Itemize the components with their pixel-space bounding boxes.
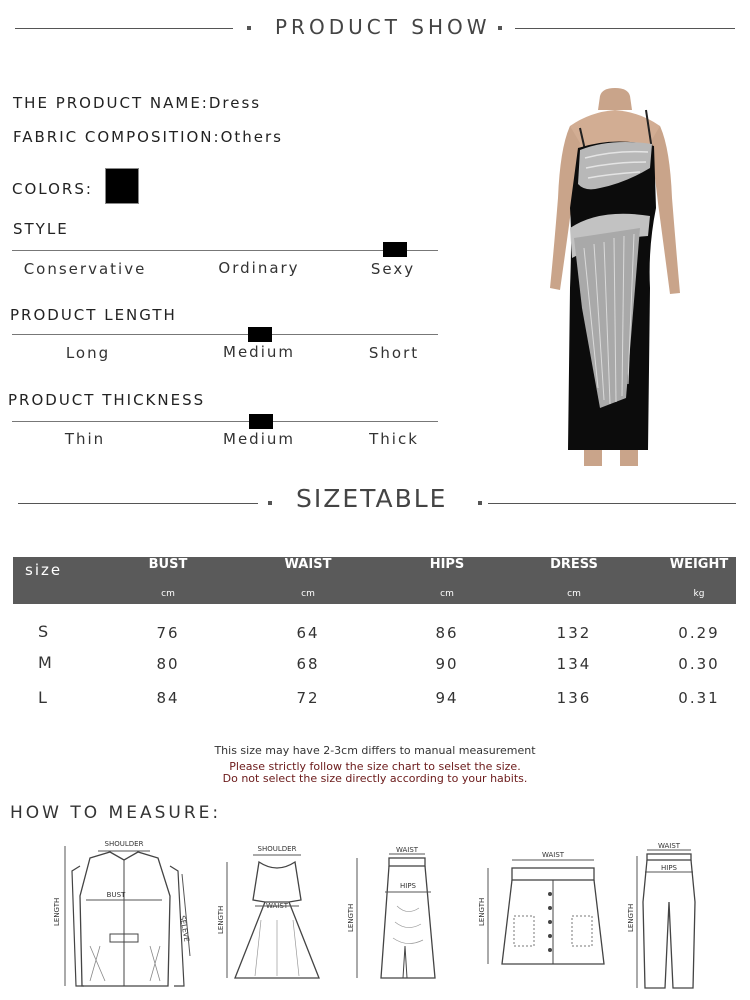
product-photo xyxy=(530,88,700,468)
length-option-short: Short xyxy=(368,344,420,362)
jacket-measure-figure xyxy=(50,836,200,992)
length-measure-label: LENGTH xyxy=(217,905,225,934)
style-option-ordinary: Ordinary xyxy=(218,259,300,277)
length-scale-line xyxy=(12,334,438,335)
col-header-hips: HIPS xyxy=(429,557,465,572)
denim-skirt-measure-figure xyxy=(470,846,620,976)
length-measure-label: LENGTH xyxy=(53,897,61,926)
table-cell: 94 xyxy=(435,689,459,707)
bust-measure-label: BUST xyxy=(106,891,126,899)
table-cell: 84 xyxy=(156,689,180,707)
hips-measure-label: HIPS xyxy=(400,882,416,890)
sizetable-dot-right xyxy=(478,501,482,505)
dress-measure-figure xyxy=(215,840,335,988)
sizetable-dot-left xyxy=(268,501,272,505)
length-option-medium: Medium xyxy=(223,343,295,361)
length-marker xyxy=(248,327,272,342)
shoulder-measure-label: SHOULDER xyxy=(104,840,144,848)
col-unit-waist: cm xyxy=(301,589,315,599)
length-measure-label: LENGTH xyxy=(627,903,635,932)
product-show-title: PRODUCT SHOW xyxy=(275,15,491,39)
colors-label: COLORS: xyxy=(12,180,93,198)
product-name: THE PRODUCT NAME:Dress xyxy=(13,94,262,112)
col-header-bust: BUST xyxy=(148,557,188,572)
shoulder-measure-label: SHOULDER xyxy=(257,845,297,853)
col-unit-dress: cm xyxy=(567,589,581,599)
header-line-right xyxy=(515,28,735,29)
table-cell: 0.31 xyxy=(678,689,720,707)
table-cell: 0.30 xyxy=(678,655,720,673)
table-cell: 132 xyxy=(556,624,592,642)
col-header-dress: DRESS xyxy=(550,557,598,572)
length-measure-label: LENGTH xyxy=(347,903,355,932)
table-row-size-s: S xyxy=(38,622,49,641)
waist-measure-label: WAIST xyxy=(265,902,289,910)
header-dot-left xyxy=(247,26,251,30)
skirt-measure-figure xyxy=(345,846,445,986)
thickness-option-thin: Thin xyxy=(64,430,106,448)
style-option-conservative: Conservative xyxy=(23,260,147,278)
thickness-label: PRODUCT THICKNESS xyxy=(8,391,206,409)
col-unit-weight: kg xyxy=(693,589,705,599)
col-header-waist: WAIST xyxy=(284,557,332,572)
thickness-option-medium: Medium xyxy=(223,430,295,448)
length-option-long: Long xyxy=(65,344,111,362)
waist-measure-label: WAIST xyxy=(395,846,419,854)
waist-measure-label: WAIST xyxy=(657,842,681,850)
header-dot-right xyxy=(498,26,502,30)
pants-measure-figure xyxy=(625,842,705,992)
hips-measure-label: HIPS xyxy=(661,864,677,872)
table-cell: 134 xyxy=(556,655,592,673)
table-cell: 76 xyxy=(156,624,180,642)
sizetable-line-left xyxy=(18,503,258,504)
table-row-size-m: M xyxy=(38,653,52,672)
style-scale-line xyxy=(12,250,438,251)
table-cell: 68 xyxy=(296,655,320,673)
table-cell: 72 xyxy=(296,689,320,707)
how-to-measure-title: HOW TO MEASURE: xyxy=(10,803,222,823)
col-header-weight: WEIGHT xyxy=(669,557,729,572)
size-warning-2: Do not select the size directly according to your habits. xyxy=(222,772,528,785)
length-label: PRODUCT LENGTH xyxy=(10,306,177,324)
color-swatch-black[interactable] xyxy=(105,168,139,204)
style-option-sexy: Sexy xyxy=(370,260,416,278)
header-line-left xyxy=(15,28,233,29)
sleeve-measure-label: SELEVE xyxy=(178,914,191,943)
size-column-header: size xyxy=(25,561,63,579)
table-cell: 64 xyxy=(296,624,320,642)
thickness-option-thick: Thick xyxy=(369,430,419,448)
table-cell: 0.29 xyxy=(678,624,720,642)
thickness-scale-line xyxy=(12,421,438,422)
waist-measure-label: WAIST xyxy=(541,851,565,859)
length-measure-label: LENGTH xyxy=(478,897,486,926)
table-cell: 80 xyxy=(156,655,180,673)
sizetable-title: SIZETABLE xyxy=(296,484,448,513)
table-cell: 136 xyxy=(556,689,592,707)
size-note: This size may have 2-3cm differs to manual measurement xyxy=(214,744,536,757)
sizetable-line-right xyxy=(488,503,736,504)
fabric-composition: FABRIC COMPOSITION:Others xyxy=(13,128,283,146)
table-cell: 86 xyxy=(435,624,459,642)
table-cell: 90 xyxy=(435,655,459,673)
col-unit-hips: cm xyxy=(440,589,454,599)
col-unit-bust: cm xyxy=(161,589,175,599)
style-label: STYLE xyxy=(13,220,69,238)
size-warning-1: Please strictly follow the size chart to selset the size. xyxy=(229,760,521,773)
table-row-size-l: L xyxy=(38,688,47,707)
style-marker xyxy=(383,242,407,257)
thickness-marker xyxy=(249,414,273,429)
